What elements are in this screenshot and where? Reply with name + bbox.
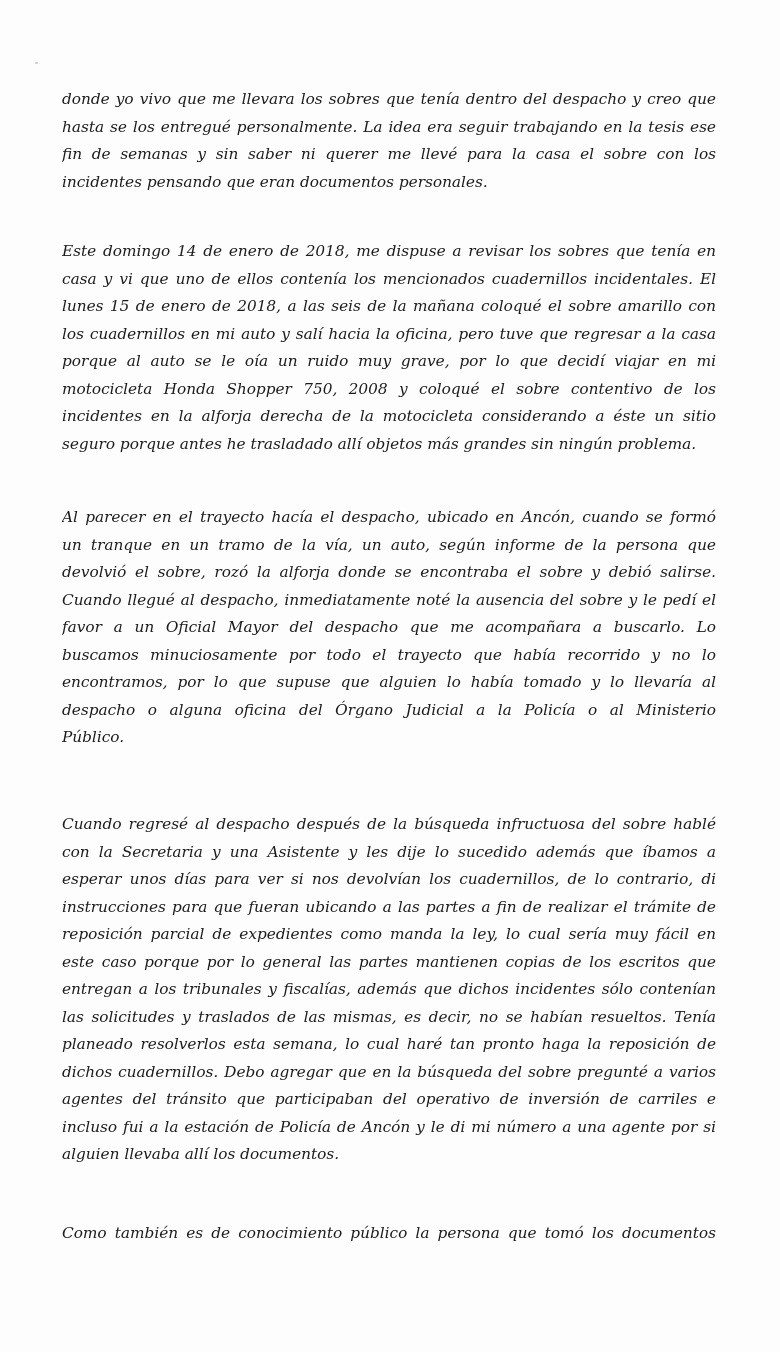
- text-line: entregan a los tribunales y fiscalías, además que dichos incidentes sólo contenían: [62, 980, 716, 998]
- text-line: lunes 15 de enero de 2018, a las seis de la mañana coloqué el sobre amarillo con: [62, 297, 716, 315]
- text-line: planeado resolverlos esta semana, lo cual haré tan pronto haga la reposición de: [62, 1035, 716, 1053]
- text-line: donde yo vivo que me llevara los sobres que tenía dentro del despacho y creo que: [62, 90, 716, 108]
- text-line: agentes del tránsito que participaban del operativo de inversión de carriles e: [62, 1090, 716, 1108]
- text-line: los cuadernillos en mi auto y salí hacia la oficina, pero tuve que regresar a la casa: [62, 324, 716, 343]
- text-line: un tranque en un tramo de la vía, un auto, según informe de la persona que: [62, 535, 716, 554]
- text-line: motocicleta Honda Shopper 750, 2008 y coloqué el sobre contentivo de los: [62, 379, 716, 398]
- text-line: casa y vi que uno de ellos contenía los mencionados cuadernillos incidentales. El: [62, 269, 716, 288]
- text-line: despacho o alguna oficina del Órgano Judicial a la Policía o al Ministerio: [62, 700, 716, 719]
- text-line: encontramos, por lo que supuse que alguien lo había tomado y lo llevaría al: [62, 673, 716, 691]
- text-line: devolvió el sobre, rozó la alforja donde se encontraba el sobre y debió salirse.: [62, 563, 716, 581]
- text-line: hasta se los entregué personalmente. La idea era seguir trabajando en la tesis ese: [62, 117, 716, 136]
- text-line: Cuando regresé al despacho después de la búsqueda infructuosa del sobre hablé: [62, 815, 716, 833]
- text-line: instrucciones para que fueran ubicando a las partes a fin de realizar el trámite de: [62, 897, 716, 916]
- text-line: dichos cuadernillos. Debo agregar que en la búsqueda del sobre pregunté a varios: [62, 1062, 716, 1081]
- text-line: reposición parcial de expedientes como manda la ley, lo cual sería muy fácil en: [62, 925, 716, 943]
- text-line: porque al auto se le oía un ruido muy grave, por lo que decidí viajar en mi: [62, 352, 716, 370]
- paragraph-3: [62, 504, 716, 752]
- text-line: incidentes pensando que eran documentos personales.: [62, 172, 488, 191]
- text-line: Cuando llegué al despacho, inmediatamente noté la ausencia del sobre y le pedí el: [62, 590, 716, 609]
- paragraph-5: [62, 1220, 716, 1248]
- text-line: alguien llevaba allí los documentos.: [62, 1145, 340, 1163]
- paragraph-1: [62, 86, 716, 196]
- paragraph-2: [62, 238, 716, 458]
- scan-speck: [35, 62, 38, 64]
- text-line: buscamos minuciosamente por todo el trayecto que había recorrido y no lo: [62, 645, 716, 664]
- text-line: Como también es de conocimiento público la persona que tomó los documentos: [62, 1224, 716, 1242]
- text-line: incidentes en la alforja derecha de la motocicleta considerando a éste un sitio: [62, 407, 716, 425]
- text-line: incluso fui a la estación de Policía de Ancón y le di mi número a una agente por si: [62, 1117, 716, 1136]
- text-line: Público.: [62, 728, 125, 746]
- text-line: esperar unos días para ver si nos devolvían los cuadernillos, de lo contrario, di: [62, 870, 716, 888]
- text-line: seguro porque antes he trasladado allí objetos más grandes sin ningún problema.: [62, 434, 697, 453]
- text-line: este caso porque por lo general las partes mantienen copias de los escritos que: [62, 952, 716, 971]
- text-line: Este domingo 14 de enero de 2018, me dispuse a revisar los sobres que tenía en: [62, 242, 716, 260]
- text-line: Al parecer en el trayecto hacía el despacho, ubicado en Ancón, cuando se formó: [62, 508, 716, 526]
- paragraph-4: [62, 811, 716, 1169]
- text-line: con la Secretaria y una Asistente y les dije lo sucedido además que íbamos a: [62, 842, 716, 861]
- text-line: las solicitudes y traslados de las mismas, es decir, no se habían resueltos. Tenía: [62, 1007, 716, 1026]
- text-line: favor a un Oficial Mayor del despacho que me acompañara a buscarlo. Lo: [62, 618, 716, 636]
- text-line: fin de semanas y sin saber ni querer me llevé para la casa el sobre con los: [62, 145, 716, 163]
